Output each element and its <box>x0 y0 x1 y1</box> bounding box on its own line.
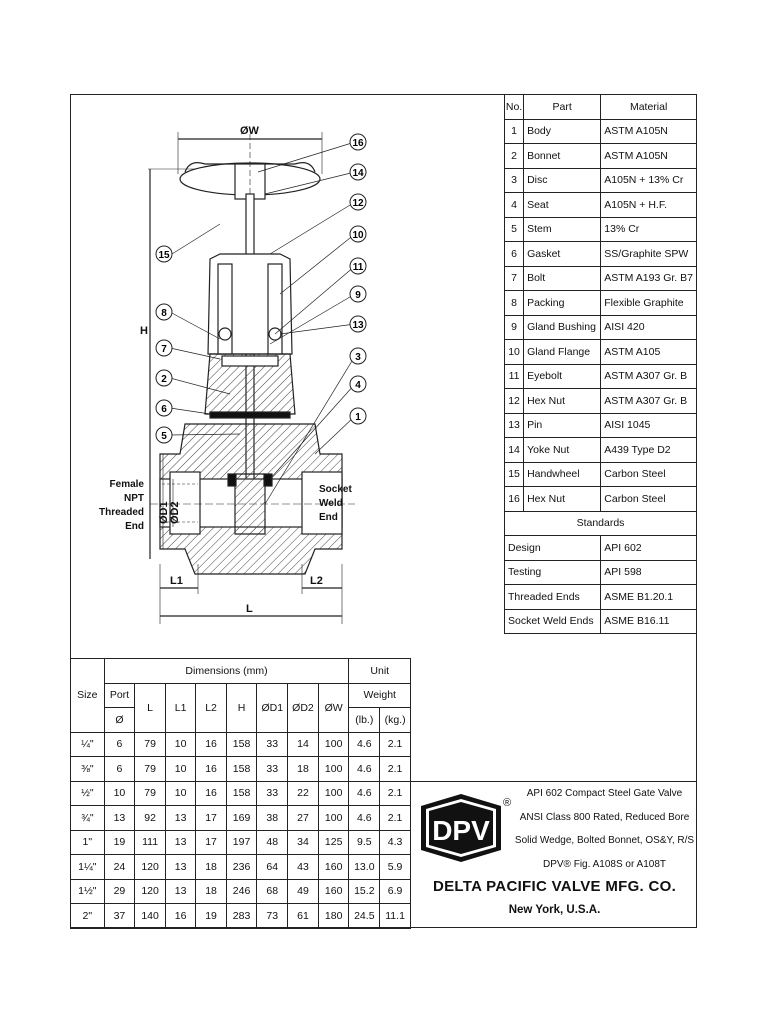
dims-header-row-1 <box>71 659 411 684</box>
table-row: 7 Bolt ASTM A193 Gr. B7 <box>505 266 697 291</box>
callout-3 <box>350 348 366 364</box>
table-row: 1½" 29 120 13 18 246 68 49 160 15.2 6.9 <box>71 879 411 904</box>
unit-header: Unit <box>349 659 411 684</box>
table-row: 1¼" 24 120 13 18 236 64 43 160 13.0 5.9 <box>71 855 411 880</box>
callout-7 <box>156 340 172 356</box>
callout-13 <box>350 316 366 332</box>
dimensions-header: Dimensions (mm) <box>104 659 349 684</box>
svg-text:2: 2 <box>161 374 167 385</box>
svg-text:3: 3 <box>355 352 361 363</box>
registered-mark: ® <box>502 797 512 809</box>
col-l: L <box>135 683 166 732</box>
description-line-3: Solid Wedge, Bolted Bonnet, OS&Y, R/S <box>514 835 695 846</box>
left-end-label-2: NPT <box>124 493 144 504</box>
dim-h: H <box>140 325 148 337</box>
dim-d2: ØD2 <box>169 501 181 524</box>
table-row: 6 Gasket SS/Graphite SPW <box>505 242 697 267</box>
dims-header-row-2 <box>71 683 411 708</box>
col-h: H <box>226 683 257 732</box>
dim-l2: L2 <box>310 575 323 587</box>
parts-table <box>504 94 697 634</box>
standards-row: Testing API 598 <box>505 560 697 585</box>
callout-2 <box>156 370 172 386</box>
callout-5 <box>156 427 172 443</box>
col-l2: L2 <box>196 683 226 732</box>
svg-text:10: 10 <box>352 230 364 241</box>
table-row: 1" 19 111 13 17 197 48 34 125 9.5 4.3 <box>71 830 411 855</box>
callout-10 <box>350 226 366 242</box>
logo-text: DPV <box>432 815 490 846</box>
port-symbol: Ø <box>104 708 135 733</box>
callout-9 <box>350 286 366 302</box>
dim-l: L <box>246 603 253 615</box>
col-d1: ØD1 <box>257 683 288 732</box>
weight-kg-header: (kg.) <box>380 708 411 733</box>
dim-d1: ØD1 <box>158 501 170 524</box>
svg-text:8: 8 <box>161 308 167 319</box>
table-row: 5 Stem 13% Cr <box>505 217 697 242</box>
table-row: 15 Handwheel Carbon Steel <box>505 462 697 487</box>
valve-drawing <box>70 94 505 659</box>
table-row: 13 Pin AISI 1045 <box>505 413 697 438</box>
table-row: 14 Yoke Nut A439 Type D2 <box>505 438 697 463</box>
svg-text:11: 11 <box>352 262 364 273</box>
col-part: Part <box>524 95 601 120</box>
svg-text:7: 7 <box>161 344 167 355</box>
svg-text:6: 6 <box>161 404 167 415</box>
table-row: 10 Gland Flange ASTM A105 <box>505 340 697 365</box>
svg-text:14: 14 <box>352 168 364 179</box>
col-w: ØW <box>318 683 349 732</box>
dimensions-table <box>70 658 411 929</box>
col-no: No. <box>505 95 524 120</box>
svg-text:15: 15 <box>158 250 170 261</box>
table-row: 9 Gland Bushing AISI 420 <box>505 315 697 340</box>
left-end-label-3: Threaded <box>98 507 144 518</box>
weight-lb-header: (lb.) <box>349 708 380 733</box>
table-row: ½" 10 79 10 16 158 33 22 100 4.6 2.1 <box>71 781 411 806</box>
standards-row: Design API 602 <box>505 536 697 561</box>
right-end-label-1: Socket <box>319 484 352 495</box>
left-end-label-4: End <box>125 521 144 532</box>
svg-text:12: 12 <box>352 198 364 209</box>
svg-text:1: 1 <box>355 412 361 423</box>
callout-1 <box>350 408 366 424</box>
weight-header: Weight <box>349 683 411 708</box>
table-row: 2" 37 140 16 19 283 73 61 180 24.5 11.1 <box>71 904 411 929</box>
col-material: Material <box>601 95 697 120</box>
dim-w: ØW <box>240 125 259 137</box>
callout-14 <box>350 164 366 180</box>
callout-15 <box>156 246 172 262</box>
parts-header-row <box>505 95 697 120</box>
callout-11 <box>350 258 366 274</box>
right-end-label-3: End <box>319 512 338 523</box>
svg-text:9: 9 <box>355 290 361 301</box>
svg-text:5: 5 <box>161 431 167 442</box>
table-row: 16 Hex Nut Carbon Steel <box>505 487 697 512</box>
table-row: 2 Bonnet ASTM A105N <box>505 144 697 169</box>
table-row: 3 Disc A105N + 13% Cr <box>505 168 697 193</box>
table-row: 4 Seat A105N + H.F. <box>505 193 697 218</box>
table-row: 8 Packing Flexible Graphite <box>505 291 697 316</box>
dim-l1: L1 <box>170 575 183 587</box>
table-row: ⅜" 6 79 10 16 158 33 18 100 4.6 2.1 <box>71 757 411 782</box>
description-line-2: ANSI Class 800 Rated, Reduced Bore <box>519 811 690 823</box>
callout-8 <box>156 304 172 320</box>
valve-description <box>511 782 698 876</box>
description-line-1: API 602 Compact Steel Gate Valve <box>526 788 683 799</box>
col-d2: ØD2 <box>288 683 319 732</box>
col-l1: L1 <box>165 683 195 732</box>
svg-text:4: 4 <box>355 380 361 391</box>
callout-16 <box>350 134 366 150</box>
callout-4 <box>350 376 366 392</box>
callout-6 <box>156 400 172 416</box>
table-row: 12 Hex Nut ASTM A307 Gr. B <box>505 389 697 414</box>
size-header: Size <box>71 659 105 733</box>
svg-text:13: 13 <box>352 320 364 331</box>
dpv-logo <box>419 792 513 864</box>
table-row: ¼" 6 79 10 16 158 33 14 100 4.6 2.1 <box>71 732 411 757</box>
company-name: DELTA PACIFIC VALVE MFG. CO. <box>432 878 677 895</box>
table-row: 11 Eyebolt ASTM A307 Gr. B <box>505 364 697 389</box>
svg-text:16: 16 <box>352 138 364 149</box>
table-row: ¾" 13 92 13 17 169 38 27 100 4.6 2.1 <box>71 806 411 831</box>
standards-header: Standards <box>505 511 697 536</box>
standards-row: Threaded Ends ASME B1.20.1 <box>505 585 697 610</box>
description-line-4: DPV® Fig. A108S or A108T <box>543 858 666 870</box>
table-row: 1 Body ASTM A105N <box>505 119 697 144</box>
port-header: Port <box>104 683 135 708</box>
standards-row: Socket Weld Ends ASME B16.11 <box>505 609 697 634</box>
callout-12 <box>350 194 366 210</box>
left-end-label-1: Female <box>109 479 144 490</box>
title-block <box>410 781 697 928</box>
company-location: New York, U.S.A. <box>508 904 601 916</box>
right-end-label-2: Weld <box>319 498 343 509</box>
